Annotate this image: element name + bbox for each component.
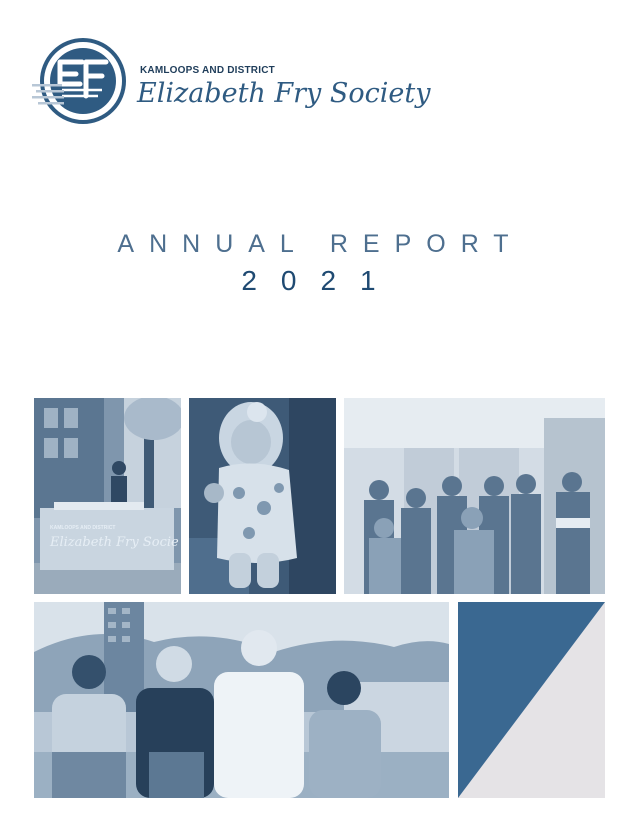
org-logo	[40, 38, 431, 128]
report-year: 2021	[241, 265, 400, 296]
decorative-triangle-block	[458, 602, 605, 798]
photo-rooftop-group	[34, 602, 449, 798]
booth-banner-script: Elizabeth Fry Socie	[50, 535, 179, 550]
org-subtitle: KAMLOOPS AND DISTRICT	[140, 65, 275, 76]
report-title: ANNUAL REPORT	[117, 230, 524, 258]
photo-info-booth	[34, 398, 181, 594]
booth-banner-small: KAMLOOPS AND DISTRICT	[50, 525, 116, 531]
logo-speed-lines-icon	[32, 82, 72, 106]
photo-baby	[189, 398, 336, 594]
photo-staff-group	[344, 398, 605, 594]
org-name: Elizabeth Fry Society	[137, 78, 431, 109]
